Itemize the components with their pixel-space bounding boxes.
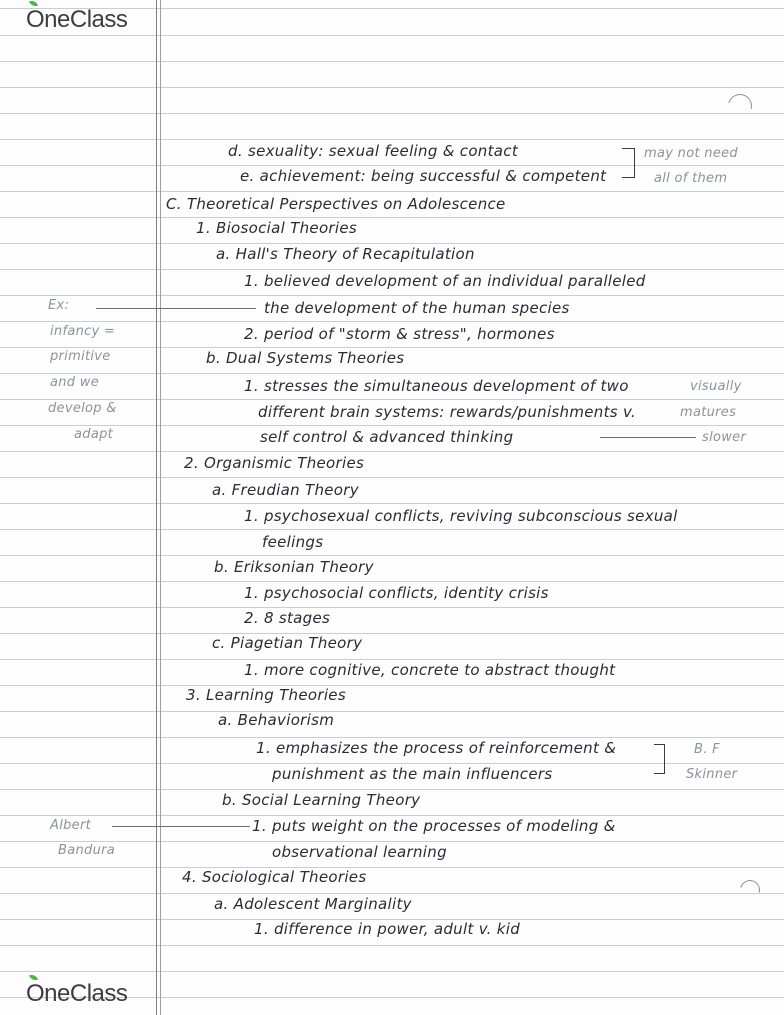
margin-note: visually (690, 379, 742, 394)
note-line: 1. Biosocial Theories (196, 219, 358, 237)
note-line: 2. period of "storm & stress", hormones (244, 325, 555, 343)
note-line: punishment as the main influencers (272, 765, 553, 783)
note-line: b. Social Learning Theory (222, 791, 421, 809)
arrow-line (96, 308, 256, 309)
margin-note: develop & (48, 401, 117, 416)
note-line: c. Piagetian Theory (212, 634, 363, 652)
corner-mark (724, 90, 757, 123)
note-line: a. Behaviorism (218, 711, 335, 729)
note-line: 2. 8 stages (244, 609, 331, 627)
margin-note: may not need (644, 146, 738, 161)
note-line: 1. more cognitive, concrete to abstract thought (244, 661, 616, 679)
bracket (622, 148, 635, 178)
margin-line-inner (160, 0, 161, 1015)
note-line: the development of the human species (264, 299, 570, 317)
note-line: a. Freudian Theory (212, 481, 359, 499)
section-heading: 3. Learning Theories (186, 686, 346, 704)
margin-note: primitive (50, 349, 111, 364)
margin-note: slower (702, 430, 747, 445)
margin-note: Bandura (58, 843, 116, 858)
margin-note: adapt (74, 427, 114, 442)
margin-note: Albert (50, 818, 91, 833)
margin-note: Skinner (686, 767, 738, 782)
corner-mark (736, 876, 763, 903)
brand-logo-bottom (26, 980, 127, 1008)
section-heading: 4. Sociological Theories (182, 868, 367, 886)
note-line: 1. emphasizes the process of reinforcement & (256, 739, 617, 757)
note-line: 1. psychosocial conflicts, identity crisis (244, 584, 549, 602)
note-line: 1. believed development of an individual paralleled (244, 272, 646, 290)
note-line: self control & advanced thinking (260, 428, 514, 446)
note-line: 1. stresses the simultaneous development of two (244, 377, 629, 395)
note-line: 1. psychosexual conflicts, reviving subconscious sexual (244, 507, 678, 525)
brand-logo-top (26, 6, 127, 34)
note-line: d. sexuality: sexual feeling & contact (228, 142, 519, 160)
section-heading: 2. Organismic Theories (184, 454, 365, 472)
arrow-line (112, 826, 250, 827)
note-line: a. Adolescent Marginality (214, 895, 412, 913)
note-line: observational learning (272, 843, 447, 861)
margin-note: Ex: (48, 298, 70, 313)
note-line: a. Hall's Theory of Recapitulation (216, 245, 475, 263)
note-line: b. Eriksonian Theory (214, 558, 374, 576)
margin-line (156, 0, 157, 1015)
margin-note: all of them (654, 171, 728, 186)
note-line: 1. puts weight on the processes of modeling & (252, 817, 616, 835)
arrow-line (600, 437, 696, 438)
margin-note: and we (50, 375, 100, 390)
section-heading: C. Theoretical Perspectives on Adolescence (166, 195, 506, 213)
brand-name: OneClass (26, 6, 128, 33)
note-line: feelings (262, 533, 324, 551)
note-line: different brain systems: rewards/punishments v. (258, 403, 636, 421)
note-line: 1. difference in power, adult v. kid (254, 920, 521, 938)
note-line: e. achievement: being successful & competent (240, 167, 607, 185)
margin-note: B. F (694, 742, 720, 757)
bracket (654, 744, 665, 774)
note-line: b. Dual Systems Theories (206, 349, 405, 367)
brand-name: OneClass (26, 980, 128, 1007)
margin-note: infancy = (50, 324, 116, 339)
margin-note: matures (680, 405, 737, 420)
